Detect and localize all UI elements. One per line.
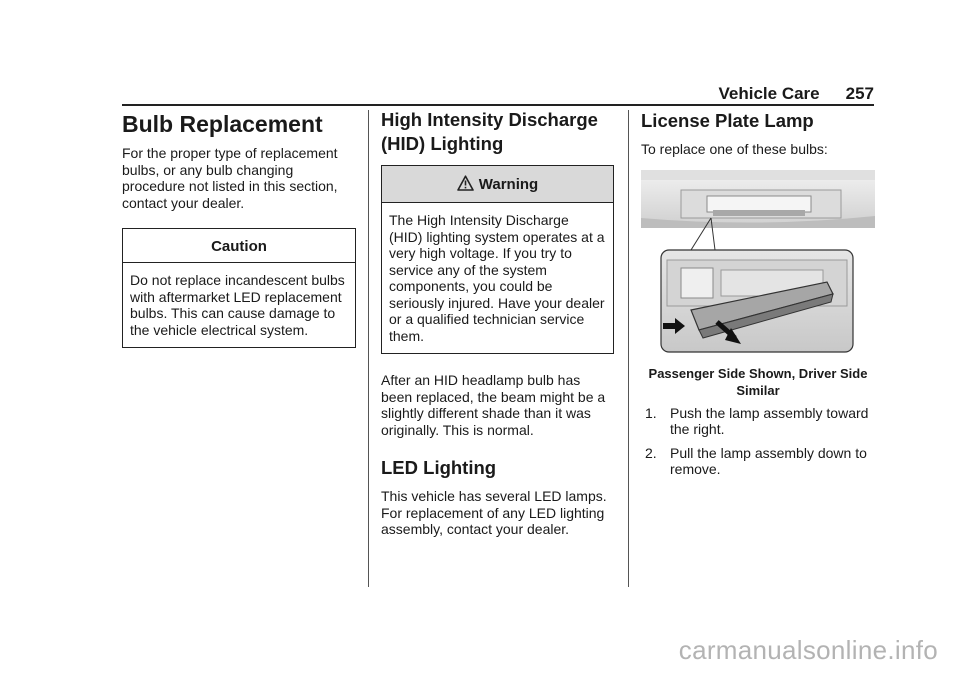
license-plate-lamp-figure [641, 170, 875, 361]
page-header [719, 84, 875, 104]
list-item [641, 405, 875, 438]
step-text: Pull the lamp assembly down to remove. [670, 444, 867, 478]
warning-box [381, 165, 614, 354]
license-plate-heading: License Plate Lamp [641, 110, 814, 131]
column-divider [628, 110, 629, 587]
caution-text: Do not replace incandescent bulbs with aftermarket LED replacement bulbs. This can cause damage to the vehicle electrical system. [130, 272, 345, 338]
page-number: 257 [845, 84, 874, 103]
step-number: 1. [645, 404, 657, 421]
license-plate-intro: To replace one of these bulbs: [641, 141, 828, 158]
bulb-replacement-intro: For the proper type of replacement bulbs, or any bulb changing procedure not listed in this section, contact your dealer. [122, 145, 338, 211]
column-divider [368, 110, 369, 587]
column-license-plate-lamp [641, 108, 875, 485]
step-number: 2. [645, 444, 657, 461]
figure-caption: Passenger Side Shown, Driver Side Similar [648, 365, 868, 398]
header-rule [122, 104, 874, 106]
column-bulb-replacement [122, 108, 356, 348]
column-hid-led [381, 108, 614, 538]
warning-label: Warning [478, 176, 539, 194]
hid-heading: High Intensity Discharge (HID) Lighting [381, 109, 598, 155]
warning-header [382, 166, 613, 203]
led-text: This vehicle has several LED lamps. For replacement of any LED lighting assembly, contact your dealer. [381, 488, 607, 538]
steps-list [641, 405, 875, 478]
warning-text: The High Intensity Discharge (HID) lighting system operates at a very high voltage. If you try to service any of the system components, you could be seriously injured. Have your dealer or a qualified technician service them. [389, 212, 605, 344]
caution-box [122, 228, 356, 348]
bulb-replacement-heading: Bulb Replacement [122, 111, 323, 137]
caution-label: Caution [123, 229, 355, 263]
warning-triangle-icon [457, 175, 475, 195]
step-text: Push the lamp assembly toward the right. [670, 404, 869, 438]
hid-text: After an HID headlamp bulb has been replaced, the beam might be a slightly different shade than it was originally. This is normal. [381, 372, 606, 438]
section-title: Vehicle Care [718, 84, 820, 103]
led-heading: LED Lighting [381, 457, 497, 479]
list-item [641, 445, 875, 478]
watermark: carmanualsonline.info [678, 635, 938, 665]
